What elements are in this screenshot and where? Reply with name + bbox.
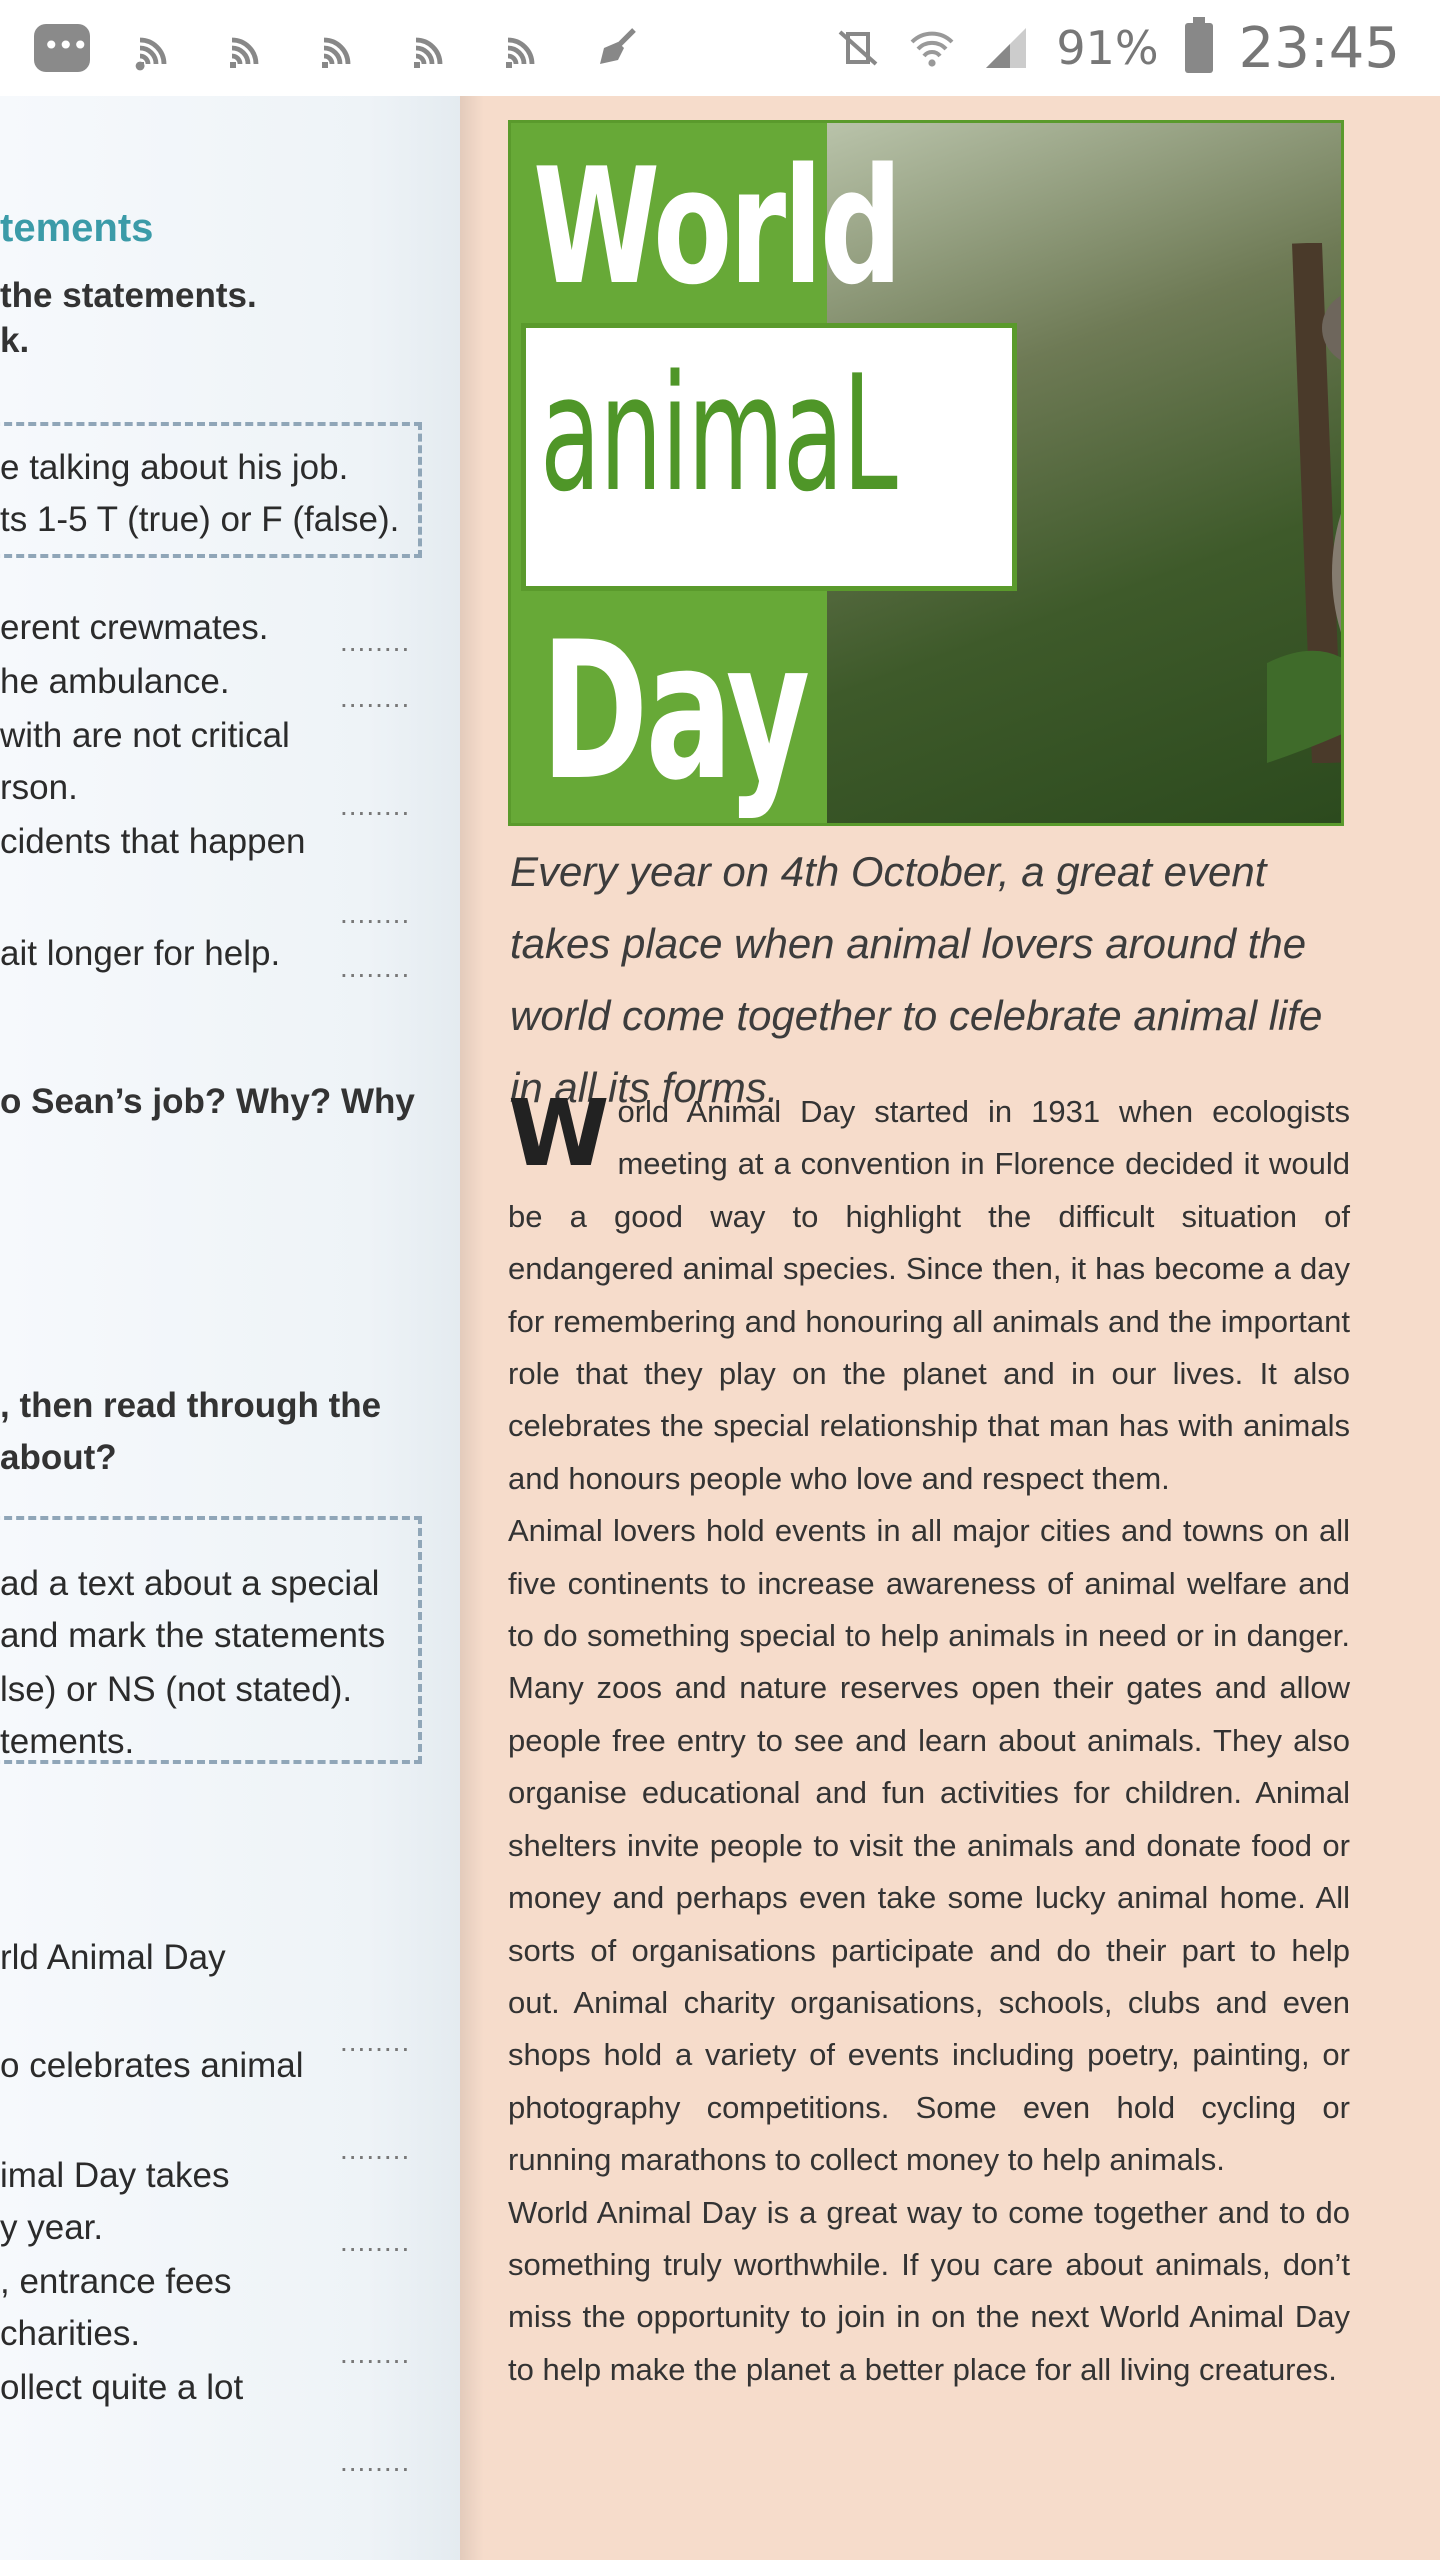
chat-icon [34, 24, 90, 72]
battery-icon [1185, 23, 1213, 73]
left-page-line: o celebrates animal [0, 2046, 304, 2085]
left-page-line: imal Day takes [0, 2156, 230, 2195]
left-page-line: cidents that happen [0, 822, 306, 861]
paragraph-1 [508, 1080, 1350, 1505]
left-page-line: , entrance fees [0, 2262, 232, 2301]
battery-percent: 91% [1056, 21, 1159, 75]
cast-icon [502, 24, 550, 72]
paragraph-1-text: orld Animal Day started in 1931 when ecologists meeting at a convention in Florence decided it would be a good way to highlight the difficult situation of endangered animal species. Since then, it has become a day for remembering and honouring all animals and the important role that they play on the planet and in our lives. It also celebrates the special relationship that man has with animals and honours people who love and respect them. [508, 1094, 1350, 1496]
left-page [0, 96, 460, 2560]
clock: 23:45 [1238, 15, 1400, 81]
left-page-line: with are not critical [0, 716, 290, 755]
left-page-line: charities. [0, 2314, 141, 2353]
notification-icons [34, 0, 642, 96]
system-icons [834, 0, 1400, 96]
left-page-line: ollect quite a lot [0, 2368, 244, 2407]
answer-blank: ........ [340, 2226, 411, 2257]
left-page-line: rson. [0, 768, 78, 807]
cast-icon [410, 24, 458, 72]
cast-icon [134, 24, 182, 72]
answer-blank: ........ [340, 898, 411, 929]
left-page-line: y year. [0, 2208, 104, 2247]
left-page-line: o Sean’s job? Why? Why [0, 1082, 415, 1121]
paragraph-3: World Animal Day is a great way to come together and to do something truly worthwhile. If you care about animals, don’t miss the opportunity to join in on the next World Animal Day to help make the planet a better place for all living creatures. [508, 2194, 1350, 2387]
answer-blank: ........ [340, 2446, 411, 2477]
left-page-line: , then read through the [0, 1386, 382, 1425]
status-bar [0, 0, 1440, 96]
title-animal: animaL [540, 340, 897, 527]
paragraph-2: Animal lovers hold events in all major cities and towns on all five continents to increase awareness of animal welfare and to do something special to help animals in need or in danger. Many zoos and nature reserves open their gates and allow people free entry to see and learn about animals. They also organise educational and fun activities for children. Animal shelters invite people to visit the animals and donate food or money and perhaps even take some lucky animal home. All sorts of organisations participate and do their part to help out. Animal charity organisations, schools, clubs and even shops hold a variety of events including poetry, painting, or photography competitions. Some even hold cycling or running marathons to collect money to help animals. [508, 1513, 1350, 2178]
article-intro: Every year on 4th October, a great event takes place when animal lovers around the world come together to celebrate animal life in all its forms. [510, 848, 1323, 1111]
article-body [508, 1080, 1350, 2396]
left-page-line: ait longer for help. [0, 934, 281, 973]
wifi-icon [908, 24, 956, 72]
article-page [460, 96, 1440, 2560]
left-page-line: and mark the statements [0, 1616, 386, 1655]
answer-blank: ........ [340, 2338, 411, 2369]
broom-icon [594, 24, 642, 72]
title-animal-box [521, 323, 1017, 591]
left-page-line: ts 1-5 T (true) or F (false). [0, 500, 400, 539]
answer-blank: ........ [340, 952, 411, 983]
left-page-line: erent crewmates. [0, 608, 269, 647]
cast-icon [226, 24, 274, 72]
answer-blank: ........ [340, 682, 411, 713]
answer-blank: ........ [340, 2026, 411, 2057]
left-page-line: tements. [0, 1722, 135, 1761]
left-page-line: e talking about his job. [0, 448, 349, 487]
answer-blank: ........ [340, 2134, 411, 2165]
title-day: Day [541, 601, 808, 822]
signal-icon [982, 24, 1030, 72]
left-page-line: about? [0, 1438, 117, 1477]
left-page-line: tements [0, 206, 154, 250]
mute-icon [834, 24, 882, 72]
left-page-line: he ambulance. [0, 662, 230, 701]
drop-cap: W [508, 1080, 610, 1187]
cast-icon [318, 24, 366, 72]
koala-image [1267, 243, 1344, 763]
left-page-line: rld Animal Day [0, 1938, 226, 1977]
answer-blank: ........ [340, 626, 411, 657]
left-page-line: the statements. [0, 276, 257, 315]
left-page-line: k. [0, 321, 30, 360]
title-world: World [533, 133, 900, 320]
left-page-line: ad a text about a special [0, 1564, 380, 1603]
answer-blank: ........ [340, 790, 411, 821]
left-page-line: lse) or NS (not stated). [0, 1670, 353, 1709]
title-banner [508, 120, 1344, 826]
